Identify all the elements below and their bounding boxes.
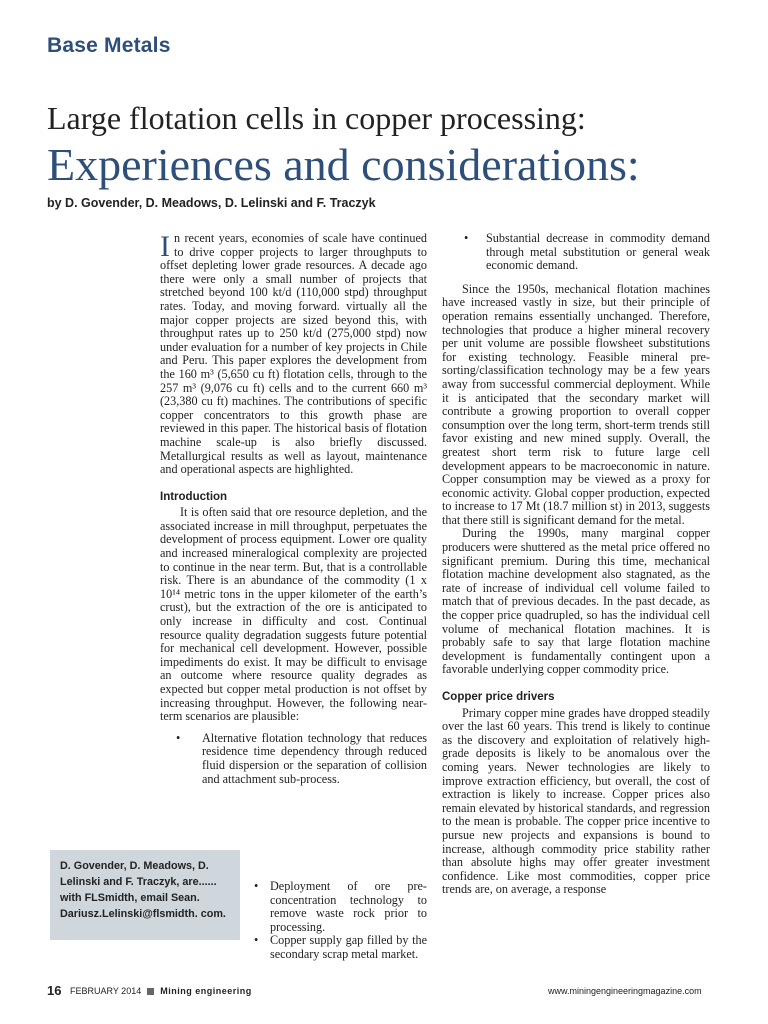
copper-price-drivers-heading: Copper price drivers: [442, 691, 555, 703]
section-label: Base Metals: [47, 34, 171, 57]
article-subtitle: Experiences and considerations:: [47, 139, 640, 190]
bullet-text: Copper supply gap filled by the secondary scrap metal market.: [270, 933, 427, 961]
bullet-icon: •: [254, 879, 259, 893]
body-paragraph: Primary copper mine grades have dropped steadily over the last 60 years. This trend is likely to continue as the discovery and exploitation of relatively high-grade deposits is likely to be anomalous over the coming years. Newer technologies are likely to improve extraction efficiency, but overall, the cost of extraction is likely to increase. Copper prices also remain elevated by historical standards, and regression to the mean is probable. The copper price incentive to pursue new projects and expansions is bound to increase, although commodity price stability rather than absolute highs may offer greater investment confidence. Like most commodities, copper price trends are, on average, a response: [442, 705, 710, 897]
bullet-icon: •: [176, 730, 181, 745]
column-2: [442, 232, 710, 897]
magazine-name: Mining engineering: [160, 986, 252, 996]
issue-date: FEBRUARY 2014: [70, 986, 142, 996]
bullet-item-1: [160, 732, 427, 786]
column-1: [160, 232, 427, 786]
introduction-paragraph: It is often said that ore resource depletion, and the associated increase in mill throughput, perpetuates the development of process equipment. Lower ore quality and increased mineralogical complexity are projected to continue in the near term. But, that is a controllable risk. There is an abundance of the commodity (1 x 10¹⁴ metric tons in the upper kilometer of the earth’s crust), but the extraction of the ore is anticipated to only increase in difficulty and cost. Continual resource quality degradation suggests future potential for mechanical cell development. However, possible impediments do exist. It may be difficult to envisage an outcome where resource quality degrades as expected but copper metal production is not offset by increasing throughput. However, the following near-term scenarios are plausible:: [160, 505, 427, 724]
body-paragraph: Since the 1950s, mechanical flotation machines have increased vastly in size, but their principle of operation remains essentially unchanged. Therefore, technologies that produce a higher mineral recovery per unit volume are possible flowsheet substitutions for existing technology. Feasible mineral pre-sorting/classification technology may be a few years away from successful commercial deployment. While it is anticipated that the secondary market will contribute a growing proportion to overall copper consumption over the long term, short-term trends still favor existing and new mined supply. Overall, the greatest short term risk to future large cell development appears to be macroeconomic in nature. Copper consumption may be viewed as a proxy for economic activity. Global copper production, expected to increase to 17 Mt (18.7 million st) in 2013, suggests that there still is significant demand for the metal.: [442, 281, 710, 527]
separator-square-icon: [147, 988, 154, 995]
bullet-icon: •: [254, 933, 259, 948]
author-bio-box: D. Govender, D. Meadows, D. Lelinski and F. Traczyk, are...... with FLSmidth, email Sean. Dariusz.Lelinski@flsmidth. com.: [50, 850, 240, 940]
introduction-heading: Introduction: [160, 490, 228, 503]
bullet-text: Substantial decrease in commodity demand through metal substitution or general weak economic demand.: [486, 231, 710, 273]
footer-url[interactable]: www.miningengineeringmagazine.com: [548, 986, 702, 996]
body-paragraph: During the 1990s, many marginal copper producers were shuttered as the metal price offered no significant premium. During this time, mechanical flotation machine development also stagnated, as the rate of increase of individual cell volume failed to match that of previous decades. In the past decade, as the copper price quadrupled, so has the individual cell volume of mechanical flotation machines. It is probably safe to say that large flotation machine development is fundamentally contingent upon a favorable underlying copper commodity price.: [442, 526, 710, 677]
bullet-text: Deployment of ore pre-concentration technology to remove waste rock prior to processing.: [270, 879, 427, 934]
bullet-item-3: [254, 934, 427, 961]
bullet-item-2: [254, 880, 427, 934]
bullet-item-4: [442, 232, 710, 273]
abstract-paragraph: [160, 232, 427, 477]
drop-cap: I: [160, 230, 170, 263]
footer-issue: [70, 986, 252, 996]
bullet-list-continued: [254, 880, 427, 962]
byline: by D. Govender, D. Meadows, D. Lelinski and F. Traczyk: [47, 196, 376, 210]
page-number: 16: [47, 983, 62, 998]
bullet-text: Alternative flotation technology that reduces residence time dependency through reduced fluid dispersion or the separation of collision and attachment sub-process.: [202, 730, 427, 786]
article-title: Large flotation cells in copper processing:: [47, 100, 586, 136]
bullet-icon: •: [464, 231, 469, 245]
abstract-text: n recent years, economies of scale have continued to drive copper projects to larger throughputs to offset depleting lower grade resources. A decade ago there were only a small number of projects that stretched beyond 100 kt/d (110,000 stpd) throughput rates. Today, and moving forward. virtually all the major copper projects are sized beyond this, with throughput rates up to 250 kt/d (275,000 stpd) now under evaluation for a number of key projects in Chile and Peru. This paper explores the development from the 160 m³ (5,650 cu ft) flotation cells, through to the 257 m³ (9,076 cu ft) cells and to the current 660 m³ (23,380 cu ft) machines. The contributions of specific copper concentrators to this growth phase are reviewed in this paper. The historical basis of flotation machine scale-up is also briefly discussed. Metallurgical results as well as layout, maintenance and operational aspects are highlighted.: [160, 231, 427, 477]
